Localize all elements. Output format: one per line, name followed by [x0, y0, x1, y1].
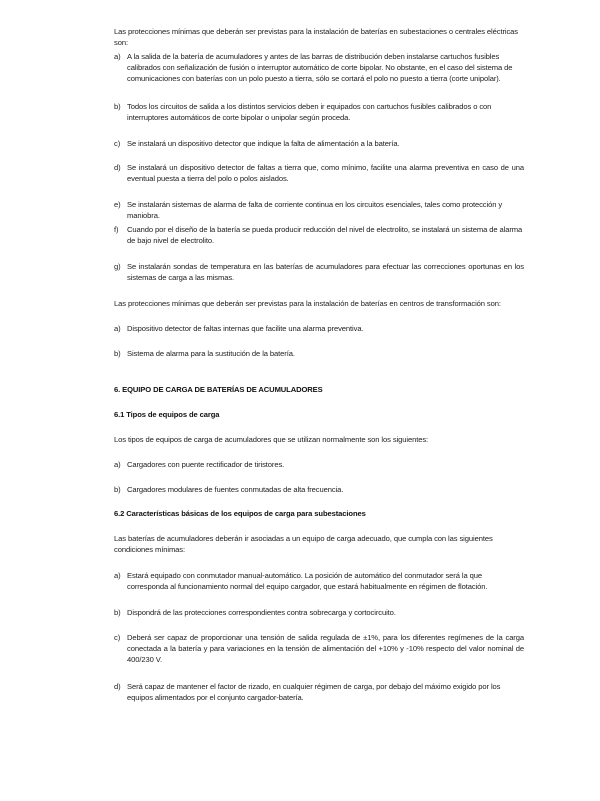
list-item-text: Dispondrá de las protecciones correspondientes contra sobrecarga y cortocircuito. — [127, 608, 396, 617]
list-item-text: Dispositivo detector de faltas internas que facilite una alarma preventiva. — [127, 324, 364, 333]
list-item-label: e) — [114, 200, 121, 209]
list-item-label: a) — [114, 460, 121, 469]
intro-substations: Las protecciones mínimas que deberán ser previstas para la instalación de baterías en subestaciones o centrales eléctricas son: — [114, 27, 519, 47]
list-item-label: d) — [114, 163, 121, 172]
list-item-text: Se instalará un dispositivo detector de faltas a tierra que, como mínimo, facilite una alarma preventiva en caso de una eventual puesta a tierra del polo o polos aislados. — [127, 163, 524, 183]
list-item-text: Será capaz de mantener el factor de rizado, en cualquier régimen de carga, por debajo del máximo exigido por los equipos alimentados por el conjunto cargador-batería. — [127, 682, 501, 702]
list-item-text: Deberá ser capaz de proporcionar una tensión de salida regulada de ±1%, para los diferentes regímenes de la carga conectada a la batería y para variaciones en la tensión de alimentación del +10% y -10% respecto del valor nominal de 400/230 V. — [127, 633, 524, 664]
list-item-text: Se instalará un dispositivo detector que indique la falta de alimentación a la batería. — [127, 139, 400, 148]
list-item-label: f) — [114, 225, 119, 234]
list-item-text: A la salida de la batería de acumuladores y antes de las barras de distribución deben instalarse cartuchos fusibles calibrados con señalización de fusión o interruptor automático de corte bipolar. No obstante, en el caso del sistema de comunicaciones con baterías con un polo puesto a tierra, sólo se cortará el polo no puesto a tierra (corte unipolar). — [127, 52, 513, 83]
list-item-label: b) — [114, 608, 121, 617]
list-item-label: d) — [114, 682, 121, 691]
subsection-6-2-intro: Las baterías de acumuladores deberán ir asociadas a un equipo de carga adecuado, que cumpla con las siguientes condiciones mínimas: — [114, 534, 493, 554]
section-heading: 6. EQUIPO DE CARGA DE BATERÍAS DE ACUMULADORES — [114, 385, 323, 394]
subsection-6-1-intro: Los tipos de equipos de carga de acumuladores que se utilizan normalmente son los siguientes: — [114, 435, 429, 444]
list-item-label: b) — [114, 485, 121, 494]
list-item-label: g) — [114, 262, 121, 271]
subsection-heading-6-1: 6.1 Tipos de equipos de carga — [114, 410, 220, 419]
list-item-text: Se instalarán sistemas de alarma de falta de corriente continua en los circuitos esenciales, tales como protección y maniobra. — [127, 200, 503, 220]
subsection-heading-6-2: 6.2 Características básicas de los equipos de carga para subestaciones — [114, 509, 366, 518]
list-item-text: Cargadores modulares de fuentes conmutadas de alta frecuencia. — [127, 485, 344, 494]
list-item-label: a) — [114, 324, 121, 333]
list-item-text: Todos los circuitos de salida a los distintos servicios deben ir equipados con cartuchos fusibles calibrados o con interruptores automáticos de corte bipolar o unipolar según proceda. — [127, 102, 492, 122]
intro-transformation: Las protecciones mínimas que deberán ser previstas para la instalación de baterías en centros de transformación son: — [114, 299, 501, 308]
list-item-text: Estará equipado con conmutador manual-automático. La posición de automático del conmutador será la que corresponda al funcionamiento normal del equipo cargador, que estará habitualmente en régimen de flotación. — [127, 571, 488, 591]
list-item-text: Sistema de alarma para la sustitución de la batería. — [127, 349, 295, 358]
list-item-text: Cuando por el diseño de la batería se pueda producir reducción del nivel de electrolito, se instalará un sistema de alarma de bajo nivel de electrolito. — [127, 225, 523, 245]
list-item-text: Cargadores con puente rectificador de tiristores. — [127, 460, 285, 469]
list-item-label: a) — [114, 52, 121, 61]
list-item-label: b) — [114, 102, 121, 111]
list-item-label: c) — [114, 139, 121, 148]
list-item-label: a) — [114, 571, 121, 580]
list-item-text: Se instalarán sondas de temperatura en las baterías de acumuladores para efectuar las correcciones oportunas en los sistemas de carga a las mismas. — [127, 262, 524, 282]
list-item-label: b) — [114, 349, 121, 358]
list-item-label: c) — [114, 633, 121, 642]
